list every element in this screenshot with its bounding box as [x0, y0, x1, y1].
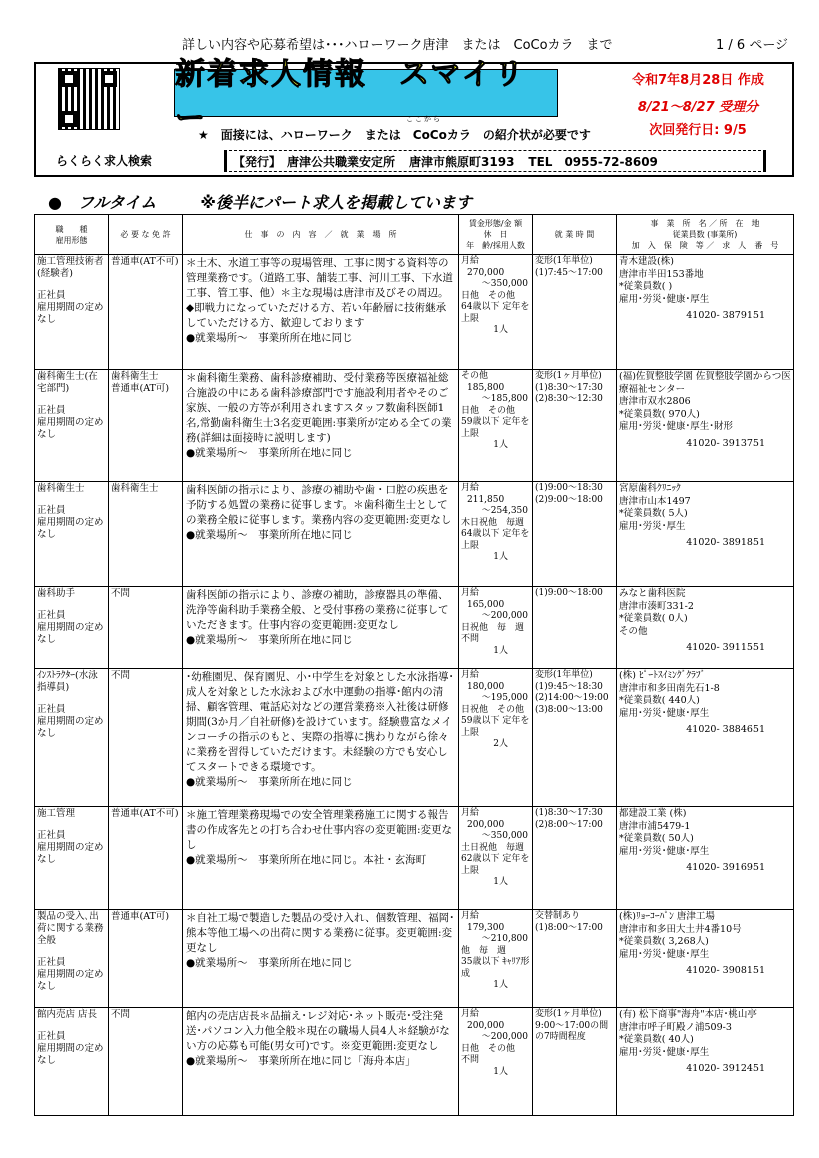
hire-count: 1人 [493, 980, 508, 990]
age-limit: 35歳以下 ｷｬﾘｱ形成 [461, 957, 530, 979]
work-time-1: (1)9:45～18:30 [535, 681, 603, 692]
job-number: 41020- 3908151 [686, 965, 765, 976]
age-limit: 不問 [461, 1055, 480, 1065]
employment-type: 正社員 [37, 405, 66, 416]
job-title: 施工管理 [37, 808, 76, 819]
work-time-1: 9:00～17:00の間の7時間程度 [535, 1020, 609, 1042]
work-place: ●就業場所～ 事業所所在地に同じ [186, 332, 353, 344]
next-issue: 次回発行日: 9/5 [649, 123, 747, 138]
job-table [34, 214, 794, 1116]
qr-label: らくらく求人検索 [56, 154, 153, 168]
time-cell [533, 910, 617, 1008]
work-time-2: (2)14:00～19:00 (3)8:00～13:00 [535, 693, 609, 715]
pay-cell [459, 482, 533, 587]
job-title-cell [35, 807, 109, 910]
employment-type: 正社員 [37, 830, 66, 841]
job-title: 歯科衛生士(在宅部門) [37, 371, 98, 394]
insurance: 雇用･労災･健康･厚生･財形 [619, 421, 734, 432]
work-time-1: (1)8:00～17:00 [535, 922, 603, 933]
holiday: 土日祝他 毎週 [461, 842, 525, 853]
time-cell [533, 1008, 617, 1116]
work-time-1: (1)9:00～18:30 [535, 483, 603, 493]
pay-type: 月給 [461, 256, 480, 266]
time-cell [533, 255, 617, 370]
pay-cell [459, 910, 533, 1008]
pay-type: 月給 [461, 588, 480, 598]
employment-type: 正社員 [37, 957, 66, 968]
job-description: 歯科医師の指示により、診療の補助，診療器具の準備、洗浄等歯科助手業務全般、と受付事務の業務に従事していただきます。仕事内容の変更範囲:変更なし [186, 589, 449, 631]
age-limit: 62歳以下 定年を上限 [461, 854, 530, 876]
time-cell [533, 587, 617, 669]
pay-cell [459, 1008, 533, 1116]
license: 歯科衛生士 普通車(AT可) [111, 371, 170, 394]
holiday: 日祝他 その他 [461, 704, 525, 715]
employment-type: 正社員 [37, 290, 66, 301]
pay-max: ～350,000 [481, 831, 528, 841]
employment-period: 雇用期間の定めなし [37, 716, 104, 739]
company-address: 唐津市和多田南先石1-8 [619, 682, 720, 694]
table-row[interactable] [35, 910, 794, 1008]
company-cell [617, 255, 794, 370]
job-title-cell [35, 1008, 109, 1116]
work-time-2: (2)9:00～18:00 [535, 494, 603, 505]
publisher-tel: TEL 0955-72-8609 [528, 154, 658, 169]
holiday: 日祝他 毎 週 [461, 622, 525, 633]
job-title: 館内売店 店長 [37, 1009, 98, 1020]
company-address: 唐津市和多田大土井4番10号 [619, 923, 742, 935]
pay-max: ～350,000 [481, 279, 528, 289]
job-title: 製品の受入､出荷に関する業務全般 [37, 911, 104, 946]
section-note: ※後半にパート求人を掲載しています [200, 193, 472, 212]
license: 普通車(AT不可) [111, 256, 179, 267]
employment-period: 雇用期間の定めなし [37, 842, 104, 865]
pay-min: 179,300 [467, 922, 505, 933]
holiday: 日他 その他 [461, 405, 516, 416]
job-title: ｲﾝｽﾄﾗｸﾀｰ(水泳指導員) [37, 670, 98, 693]
company-name: (株)ﾘｮｰｺｰﾊﾟﾝ 唐津工場 [619, 911, 715, 922]
table-row[interactable] [35, 669, 794, 807]
section-heading [48, 190, 472, 213]
insurance: 雇用･労災･健康･厚生 [619, 845, 710, 857]
employment-type: 正社員 [37, 1031, 66, 1042]
col-header-pay: 賃金形態/金 額 休 日 年 齢/採用人数 [459, 215, 533, 255]
company-name: 都建設工業 (株) [619, 808, 687, 819]
license: 普通車(AT可) [111, 911, 170, 922]
pay-min: 200,000 [467, 1020, 505, 1031]
job-number: 41020- 3879151 [686, 310, 765, 321]
pay-min: 165,000 [467, 599, 505, 610]
work-time-1: (1)8:30～17:30 [535, 808, 603, 818]
employee-count: *従業員数( 3,268人) [619, 936, 709, 947]
table-row[interactable] [35, 1008, 794, 1116]
work-place: ●就業場所～ 事業所所在地に同じ [186, 776, 353, 788]
work-time-1: (1)8:30～17:30 [535, 382, 603, 393]
work-schedule: 変形(1ヶ月単位) [535, 1009, 602, 1019]
work-place: ●就業場所～ 事業所所在地に同じ [186, 957, 353, 969]
employee-count: *従業員数( 440人) [619, 695, 700, 706]
employee-count: *従業員数( 0人) [619, 613, 688, 624]
work-place: ●就業場所～ 事業所所在地に同じ [186, 634, 353, 646]
pay-type: 月給 [461, 1009, 480, 1019]
employment-period: 雇用期間の定めなし [37, 302, 104, 325]
job-title: 歯科助手 [37, 588, 76, 599]
col-header-desc: 仕 事 の 内 容 ／ 就 業 場 所 [183, 215, 459, 255]
company-cell [617, 669, 794, 807]
job-number: 41020- 3912451 [686, 1063, 765, 1074]
license-cell [109, 482, 183, 587]
work-place: ●就業場所～ 事業所所在地に同じ [186, 529, 353, 541]
pay-type: その他 [461, 371, 489, 381]
holiday: 日他 その他 [461, 1043, 516, 1054]
job-title: 歯科衛生士 [37, 483, 85, 494]
company-cell [617, 910, 794, 1008]
job-number: 41020- 3891851 [686, 537, 765, 548]
pay-min: 211,850 [467, 494, 505, 505]
company-name: 宮原歯科ｸﾘﾆｯｸ [619, 483, 681, 494]
job-description: ＊施工管理業務現場での安全管理業務施工に関する報告書の作成客先との打ち合わせ仕事内容の変更範囲:変更なし [186, 809, 453, 851]
job-description: ＊土木、水道工事等の現場管理、工事に関する資料等の管理業務です。（道路工事、舗装工事、河川工事、下水道工事、管工事、他）＊主な現場は唐津市及びその周辺。◆即戦力になっていただける方、若い年齢層に技術継承していただける方、歓迎しております [186, 257, 453, 329]
pay-cell [459, 370, 533, 482]
page-title: 新着求人情報 スマイリー [175, 57, 526, 136]
work-time-1: (1)7:45～17:00 [535, 267, 603, 278]
time-cell [533, 807, 617, 910]
company-cell [617, 370, 794, 482]
license-cell [109, 370, 183, 482]
license-cell [109, 1008, 183, 1116]
license: 不問 [111, 670, 131, 681]
employment-period: 雇用期間の定めなし [37, 969, 104, 992]
license-cell [109, 910, 183, 1008]
company-address: 唐津市半田153番地 [619, 268, 704, 280]
job-title: 施工管理技術者(経験者) [37, 256, 104, 279]
work-schedule: 変形(1ヶ月単位) [535, 371, 602, 381]
desc-cell [183, 669, 459, 807]
company-address: 唐津市呼子町殿ノ浦509-3 [619, 1021, 732, 1033]
pay-min: 270,000 [467, 267, 505, 278]
insurance: 雇用･労災･厚生 [619, 520, 686, 532]
job-number: 41020- 3916951 [686, 862, 765, 873]
job-title-cell [35, 669, 109, 807]
employee-count: *従業員数( 40人) [619, 1034, 694, 1045]
pay-max: ～254,350 [481, 506, 528, 516]
company-name: みなと歯科医院 [619, 588, 686, 599]
pay-max: ～195,000 [481, 693, 528, 703]
license: 不問 [111, 1009, 131, 1020]
publisher: 【発行】 唐津公共職業安定所 [233, 154, 396, 169]
work-schedule: 変形(1年単位) [535, 670, 593, 680]
pay-min: 200,000 [467, 819, 505, 830]
license: 普通車(AT不可) [111, 808, 179, 819]
interview-notice: ★ 面接には、ハローワーク または CoCoカラ の紹介状が必要です [198, 128, 591, 142]
pay-type: 月給 [461, 911, 480, 921]
company-address: 唐津市双水2806 [619, 396, 691, 407]
desc-cell [183, 482, 459, 587]
pay-cell [459, 807, 533, 910]
age-limit: 59歳以下 定年を上限 [461, 417, 530, 439]
company-cell [617, 807, 794, 910]
holiday: 日他 その他 [461, 290, 516, 301]
table-row[interactable] [35, 587, 794, 669]
table-row[interactable] [35, 807, 794, 910]
company-name: (有) 松下商事"海舟"本店･桃山亭 [619, 1009, 757, 1020]
work-schedule: 交替制あり [535, 911, 581, 921]
age-limit: 不問 [461, 634, 480, 644]
job-description: ＊歯科衛生業務、歯科診療補助、受付業務等医療福祉総合施設の中にある歯科診療部門です施設利用者やそのご家族、一般の方等が利用されますスタッフ数歯科医師1名,常勤歯科衛生士3名変更範囲:事業所が定める全ての業務(詳細は面接時に説明します) [186, 372, 452, 444]
age-limit: 64歳以下 定年を上限 [461, 529, 530, 551]
employment-period: 雇用期間の定めなし [37, 517, 104, 540]
job-description: 館内の売店店長＊品揃え･レジ対応･ネット販売･受注発送･パソコン入力他全般＊現在の職場人員4人＊経験がない方の応募も可能(男女可)です。※変更範囲:変更なし [186, 1010, 450, 1052]
employee-count: *従業員数( 5人) [619, 508, 688, 519]
furigana: ここから [406, 115, 442, 123]
pay-min: 185,800 [467, 382, 505, 393]
work-schedule: 変形(1年単位) [535, 256, 593, 266]
insurance: 雇用･労災･健康･厚生 [619, 1046, 710, 1058]
job-number: 41020- 3911551 [686, 642, 765, 653]
license: 歯科衛生士 [111, 483, 159, 494]
hire-count: 1人 [493, 440, 508, 450]
job-title-cell [35, 587, 109, 669]
employment-type: 正社員 [37, 610, 66, 621]
time-cell [533, 669, 617, 807]
table-row[interactable] [35, 255, 794, 370]
insurance: 雇用･労災･健康･厚生 [619, 293, 710, 305]
employment-type: 正社員 [37, 505, 66, 516]
pay-cell [459, 669, 533, 807]
work-place: ●就業場所～ 事業所所在地に同じ。本社・玄海町 [186, 854, 427, 866]
contact-info: 詳しい内容や応募希望は･･･ハローワーク唐津 または CoCoカラ まで [182, 38, 613, 53]
company-address: 唐津市浦5479-1 [619, 820, 691, 832]
employee-count: *従業員数( ) [619, 281, 673, 292]
col-header-company: 事 業 所 名 ／ 所 在 地 従業員数 (事業所) 加 入 保 険 等 ／ 求 人 番 号 [617, 215, 794, 255]
col-header-time: 就 業 時 間 [533, 215, 617, 255]
pay-cell [459, 255, 533, 370]
desc-cell [183, 587, 459, 669]
pay-max: ～200,000 [481, 611, 528, 621]
desc-cell [183, 910, 459, 1008]
work-place: ●就業場所～ 事業所所在地に同じ [186, 447, 353, 459]
time-cell [533, 482, 617, 587]
insurance: その他 [619, 625, 648, 637]
license: 不問 [111, 588, 131, 599]
job-title-cell [35, 482, 109, 587]
section-label: ● フルタイム [48, 193, 157, 212]
hire-count: 2人 [493, 739, 508, 749]
publisher-bar [224, 150, 766, 172]
company-name: 青木建設(株) [619, 256, 674, 267]
job-description: ･幼稚園児、保育園児、小･中学生を対象とした水泳指導･成人を対象とした水泳および水中運動の指導･館内の清掃、顧客管理、電話応対などの運営業務※入社後は研修期間(3か月／自社研修)を設けています。経験豊富なメインコーチの指示のもと、実際の指導に携わりながら徐々に業務を習得していただけます。未経験の方でも安心してスタートできる環境です。 [186, 671, 454, 773]
insurance: 雇用･労災･健康･厚生 [619, 948, 710, 960]
company-cell [617, 482, 794, 587]
work-place: ●就業場所～ 事業所所在地に同じ「海舟本店」 [186, 1055, 416, 1067]
time-cell [533, 370, 617, 482]
received-range: 8/21～8/27 受理分 [637, 100, 759, 115]
license-cell [109, 807, 183, 910]
job-title-cell [35, 910, 109, 1008]
desc-cell [183, 807, 459, 910]
table-row[interactable] [35, 482, 794, 587]
license-cell [109, 669, 183, 807]
date-created: 令和7年8月28日 作成 [632, 73, 764, 88]
company-name: (福)佐賀整肢学園 佐賀整肢学園からつ医療福祉センター [619, 371, 791, 395]
job-title-cell [35, 255, 109, 370]
pay-cell [459, 587, 533, 669]
pay-type: 月給 [461, 483, 480, 493]
company-address: 唐津市湊町331-2 [619, 600, 694, 612]
job-number: 41020- 3913751 [686, 437, 765, 449]
hire-count: 1人 [493, 552, 508, 562]
insurance: 雇用･労災･健康･厚生 [619, 707, 710, 719]
col-header-license: 必 要 な 免 許 [109, 215, 183, 255]
page-number: 1 / 6 ページ [716, 38, 789, 53]
job-description: 歯科医師の指示により、診療の補助や歯・口腔の疾患を予防する処置の業務に従事します。＊歯科衛生士としての業務全般に従事します。業務内容の変更範囲:変更なし [186, 484, 452, 526]
hire-count: 1人 [493, 877, 508, 887]
desc-cell [183, 255, 459, 370]
age-limit: 64歳以下 定年を上限 [461, 302, 530, 324]
employment-period: 雇用期間の定めなし [37, 1043, 104, 1066]
job-title-cell [35, 370, 109, 482]
work-time-2: (2)8:00～17:00 [535, 819, 603, 830]
desc-cell [183, 370, 459, 482]
col-header-title: 職 種 雇用形態 [35, 215, 109, 255]
hire-count: 1人 [493, 645, 508, 656]
pay-type: 月給 [461, 808, 480, 818]
pay-max: ～200,000 [481, 1032, 528, 1042]
employment-period: 雇用期間の定めなし [37, 417, 104, 440]
company-cell [617, 1008, 794, 1116]
employee-count: *従業員数( 50人) [619, 833, 694, 844]
qr-code-icon[interactable] [58, 68, 120, 130]
employment-period: 雇用期間の定めなし [37, 622, 104, 645]
pay-max: ～210,800 [481, 934, 528, 944]
date-box [604, 67, 792, 137]
job-description: ＊自社工場で製造した製品の受け入れ、個数管理、福岡･熊本等他工場への出荷に関する業務に従事。変更範囲:変更なし [186, 912, 455, 954]
job-number: 41020- 3884651 [686, 724, 765, 735]
hire-count: 1人 [493, 1066, 508, 1077]
pay-type: 月給 [461, 670, 480, 680]
license-cell [109, 255, 183, 370]
holiday: 他 毎 週 [461, 945, 507, 956]
company-address: 唐津市山本1497 [619, 495, 691, 507]
company-name: (株) ﾋﾟｰﾄｽｲﾐﾝｸﾞｸﾗﾌﾞ [619, 670, 706, 681]
employment-type: 正社員 [37, 704, 66, 715]
employee-count: *従業員数( 970人) [619, 408, 700, 420]
company-cell [617, 587, 794, 669]
pay-max: ～185,800 [481, 394, 528, 404]
holiday: 木日祝他 毎週 [461, 517, 525, 528]
publisher-address: 唐津市熊原町3193 [409, 154, 515, 169]
pay-min: 180,000 [467, 681, 505, 692]
table-row[interactable] [35, 370, 794, 482]
license-cell [109, 587, 183, 669]
age-limit: 59歳以下 定年を上限 [461, 716, 530, 738]
hire-count: 1人 [493, 325, 508, 335]
work-time-1: (1)9:00～18:00 [535, 588, 603, 598]
work-time-2: (2)8:30～12:30 [535, 394, 603, 404]
desc-cell [183, 1008, 459, 1116]
table-header-row [35, 215, 794, 255]
